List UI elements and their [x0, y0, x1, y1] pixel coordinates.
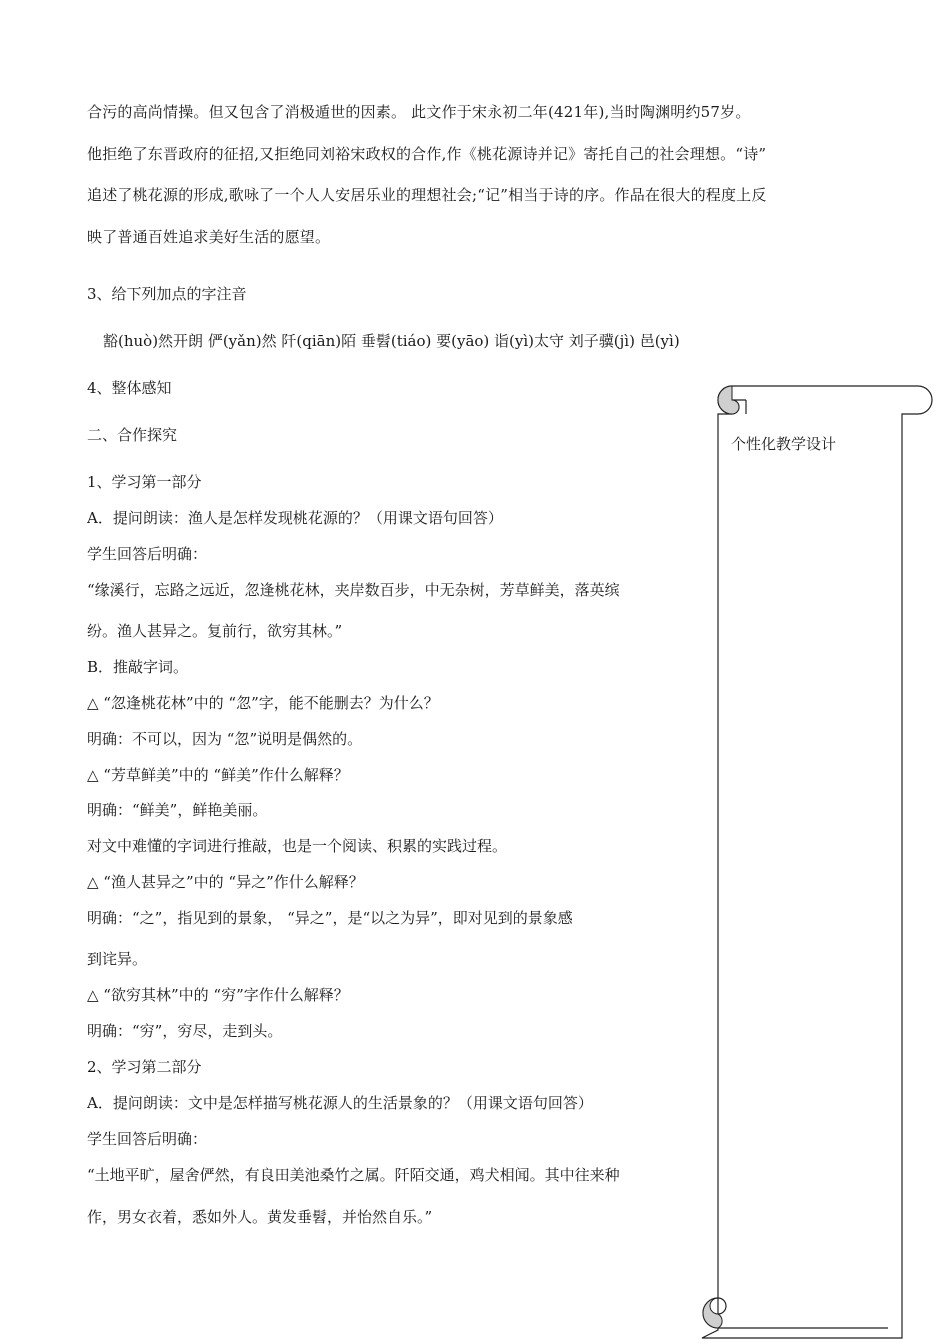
part1-answer-3-line-2: 到诧异。	[87, 950, 148, 968]
part1-answer-4: 明确：“穷”，穷尽，走到头。	[87, 1022, 283, 1040]
part2-heading: 2、学习第二部分	[87, 1058, 202, 1076]
q4-heading: 4、整体感知	[87, 379, 172, 397]
part2-question-a: A．提问朗读：文中是怎样描写桃花源人的生活景象的？（用课文语句回答）	[87, 1094, 593, 1112]
part1-answer-intro: 学生回答后明确：	[87, 545, 208, 563]
part1-triangle-q3: △ “渔人甚异之”中的 “异之”作什么解释？	[87, 873, 364, 891]
intro-line-2: 他拒绝了东晋政府的征招,又拒绝同刘裕宋政权的合作,作《桃花源诗并记》寄托自己的社会理想。“诗”	[87, 145, 767, 163]
part1-answer-1: 明确：不可以，因为 “忽”说明是偶然的。	[87, 730, 363, 748]
q3-pinyin-line: 豁(huò)然开朗 俨(yǎn)然 阡(qiān)陌 垂髫(tiáo) 要(yāo) 诣(yì)太守 刘子骥(jì) 邑(yì)	[103, 332, 680, 350]
part1-question-a: A．提问朗读：渔人是怎样发现桃花源的？（用课文语句回答）	[87, 509, 503, 527]
scroll-frame	[688, 380, 938, 1344]
sidebar-title: 个性化教学设计	[731, 435, 837, 453]
part1-answer-3-line-1: 明确：“之”，指见到的景象， “异之”，是“以之为异”，即对见到的景象感	[87, 909, 573, 927]
q3-heading: 3、给下列加点的字注音	[87, 285, 247, 303]
intro-line-4: 映了普通百姓追求美好生活的愿望。	[87, 228, 331, 246]
part1-answer-2: 明确：“鲜美”，鲜艳美丽。	[87, 801, 268, 819]
part1-triangle-q1: △ “忽逢桃花林”中的 “忽”字，能不能删去？为什么？	[87, 694, 439, 712]
section2-heading: 二、合作探究	[87, 426, 178, 444]
part1-item-b: B．推敲字词。	[87, 658, 189, 676]
intro-line-1: 合污的高尚情操。但又包含了消极遁世的因素。 此文作于宋永初二年(421年),当时陶渊明约57岁。	[87, 103, 751, 121]
part2-quote-line-2: 作，男女衣着，悉如外人。黄发垂髫，并怡然自乐。”	[87, 1208, 433, 1226]
part1-triangle-q4: △ “欲穷其林”中的 “穷”字作什么解释？	[87, 986, 349, 1004]
intro-line-3: 追述了桃花源的形成,歌咏了一个人人安居乐业的理想社会;“记”相当于诗的序。作品在很大的程度上反	[87, 186, 767, 204]
part2-quote-line-1: “土地平旷，屋舍俨然，有良田美池桑竹之属。阡陌交通，鸡犬相闻。其中往来种	[87, 1166, 620, 1184]
part1-note: 对文中难懂的字词进行推敲，也是一个阅读、积累的实践过程。	[87, 837, 508, 855]
part1-triangle-q2: △ “芳草鲜美”中的 “鲜美”作什么解释？	[87, 766, 349, 784]
part1-heading: 1、学习第一部分	[87, 473, 202, 491]
part2-answer-intro: 学生回答后明确：	[87, 1130, 208, 1148]
part1-quote-line-1: “缘溪行，忘路之远近，忽逢桃花林，夹岸数百步，中无杂树，芳草鲜美，落英缤	[87, 581, 620, 599]
part1-quote-line-2: 纷。渔人甚异之。复前行，欲穷其林。”	[87, 622, 343, 640]
